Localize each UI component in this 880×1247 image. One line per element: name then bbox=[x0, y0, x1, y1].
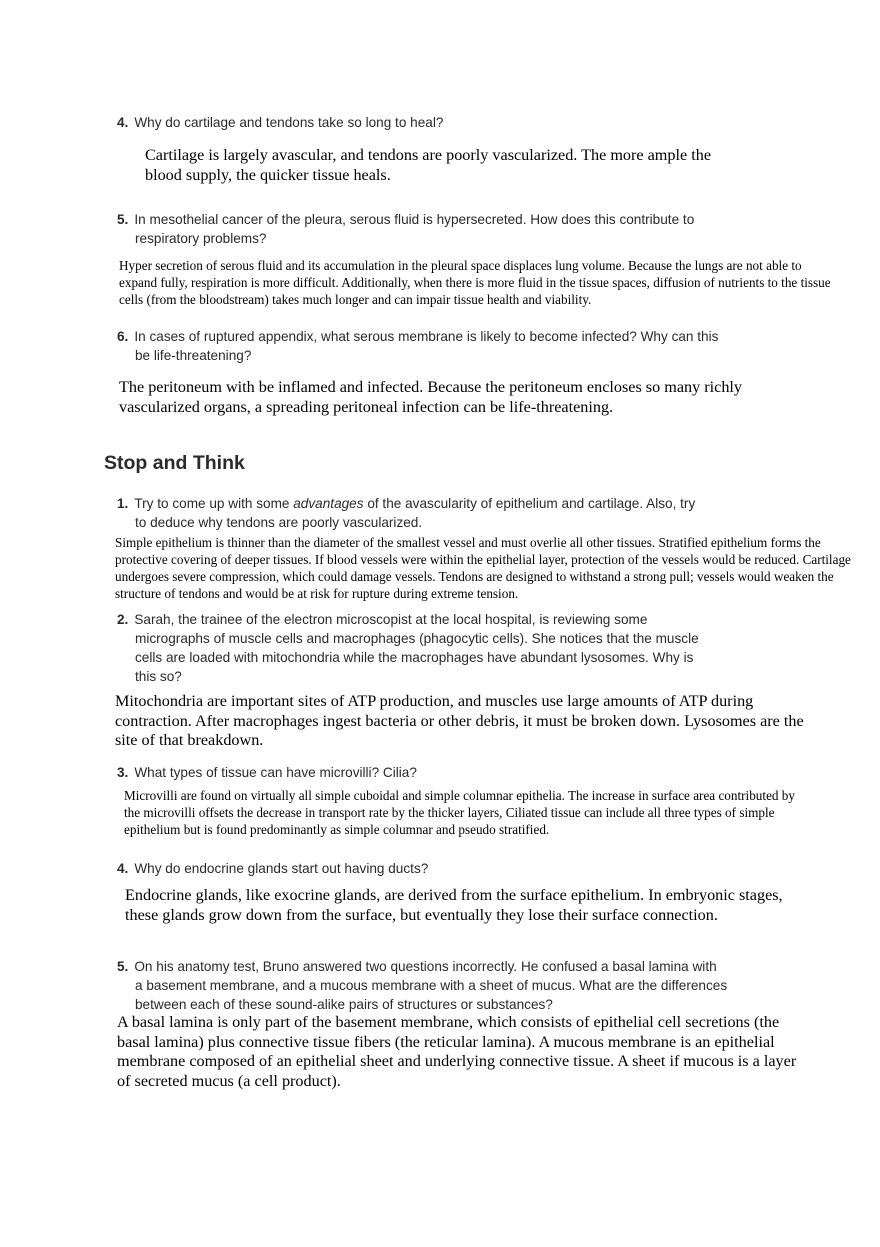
answer-6: The peritoneum with be inflamed and infected. Because the peritoneum encloses so many richly vascularized organs, a spreading peritoneal infection can be life-threatening. bbox=[119, 378, 743, 416]
question-text-line2: respiratory problems? bbox=[135, 231, 267, 246]
question-text-post: of the avascularity of epithelium and cartilage. Also, try bbox=[363, 496, 696, 511]
question-number: 4. bbox=[117, 861, 129, 876]
question-text-line2: a basement membrane, and a mucous membrane with a sheet of mucus. What are the differences bbox=[135, 978, 728, 993]
question-text: Why do endocrine glands start out having ducts? bbox=[134, 861, 429, 876]
question-number: 1. bbox=[117, 496, 129, 511]
stop-question-3 bbox=[117, 763, 777, 782]
stop-question-4 bbox=[117, 859, 777, 878]
question-text-emphasis: advantages bbox=[293, 496, 364, 511]
question-text bbox=[134, 496, 695, 511]
question-number: 2. bbox=[117, 612, 129, 627]
question-number: 4. bbox=[117, 115, 129, 130]
stop-answer-3: Microvilli are found on virtually all simple cuboidal and simple columnar epithelia. The increase in surface area contributed by the microvilli offsets the decrease in transport rate by the thicker layers, Ciliated tissue can include all three types of simple epithelium but is found predominantly as simple columnar and pseudo stratified. bbox=[124, 788, 795, 837]
answer-4: Cartilage is largely avascular, and tendons are poorly vascularized. The more ample the blood supply, the quicker tissue heals. bbox=[145, 146, 712, 184]
question-6 bbox=[117, 327, 777, 365]
question-text-line3: cells are loaded with mitochondria while the macrophages have abundant lysosomes. Why is bbox=[135, 650, 694, 665]
question-5 bbox=[117, 210, 777, 248]
question-number: 5. bbox=[117, 959, 129, 974]
question-text-line2: be life-threatening? bbox=[135, 348, 252, 363]
stop-answer-2: Mitochondria are important sites of ATP production, and muscles use large amounts of ATP during contraction. After macrophages ingest bacteria or other debris, it must be broken down. Lysosomes are the site of that breakdown. bbox=[115, 692, 804, 750]
stop-answer-1: Simple epithelium is thinner than the diameter of the smallest vessel and must overlie all other tissues. Stratified epithelium forms the protective covering of deeper tissues. If blood vessels were within the epithelial layer, protection of the vessels would be reduced. Cartilage undergoes severe compression, which could damage vessels. Tendons are designed to withstand a strong pull; vessels would weaken the structure of tendons and would be at risk for rupture during extreme tension. bbox=[115, 535, 851, 601]
question-number: 6. bbox=[117, 329, 129, 344]
question-text-line2: to deduce why tendons are poorly vascularized. bbox=[135, 515, 423, 530]
question-text-line2: micrographs of muscle cells and macrophages (phagocytic cells). She notices that the muscle bbox=[135, 631, 699, 646]
question-4 bbox=[117, 113, 777, 132]
question-text: Why do cartilage and tendons take so long to heal? bbox=[134, 115, 444, 130]
question-text: Sarah, the trainee of the electron microscopist at the local hospital, is reviewing some bbox=[134, 612, 648, 627]
stop-answer-5: A basal lamina is only part of the basement membrane, which consists of epithelial cell secretions (the basal lamina) plus connective tissue fibers (the reticular lamina). A mucous membrane is an epithelial membrane composed of an epithelial sheet and underlying connective tissue. A sheet if mucous is a layer of secreted mucus (a cell product). bbox=[117, 1013, 797, 1090]
question-number: 5. bbox=[117, 212, 129, 227]
question-text-line3: between each of these sound-alike pairs of structures or substances? bbox=[135, 997, 553, 1012]
stop-question-2 bbox=[117, 610, 777, 686]
question-text-pre: Try to come up with some bbox=[134, 496, 294, 511]
stop-answer-4: Endocrine glands, like exocrine glands, are derived from the surface epithelium. In embryonic stages, these glands grow down from the surface, but eventually they lose their surface connection. bbox=[125, 886, 783, 924]
answer-5: Hyper secretion of serous fluid and its accumulation in the pleural space displaces lung volume. Because the lungs are not able to expand fully, respiration is more difficult. Additionally, when there is more fluid in the tissue spaces, diffusion of nutrients to the tissue cells (from the bloodstream) takes much longer and can impair tissue health and viability. bbox=[119, 258, 831, 307]
stop-question-1 bbox=[117, 494, 777, 532]
question-text: What types of tissue can have microvilli? Cilia? bbox=[134, 765, 417, 780]
question-text-line4: this so? bbox=[135, 669, 182, 684]
section-heading: Stop and Think bbox=[104, 452, 245, 474]
stop-question-5 bbox=[117, 957, 777, 1014]
question-text: In cases of ruptured appendix, what serous membrane is likely to become infected? Why can this bbox=[134, 329, 719, 344]
question-number: 3. bbox=[117, 765, 129, 780]
question-text: In mesothelial cancer of the pleura, serous fluid is hypersecreted. How does this contribute to bbox=[134, 212, 695, 227]
question-text: On his anatomy test, Bruno answered two questions incorrectly. He confused a basal lamina with bbox=[134, 959, 717, 974]
